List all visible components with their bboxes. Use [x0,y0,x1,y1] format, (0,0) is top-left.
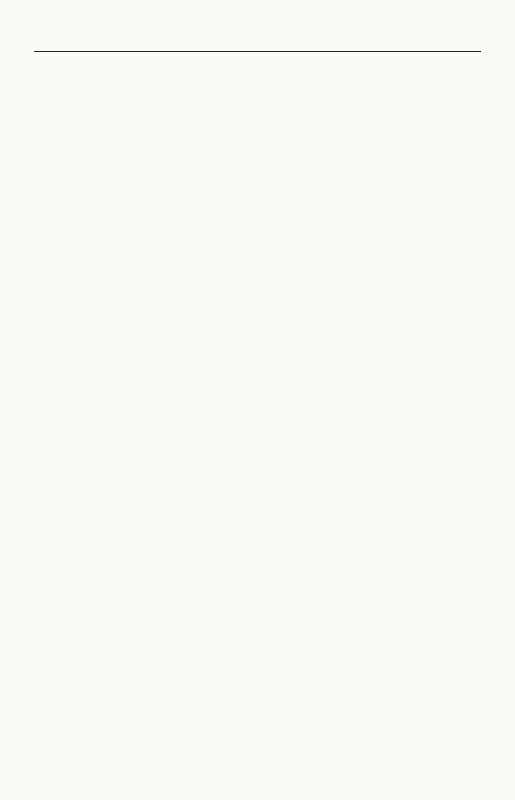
header-rule [34,51,481,52]
